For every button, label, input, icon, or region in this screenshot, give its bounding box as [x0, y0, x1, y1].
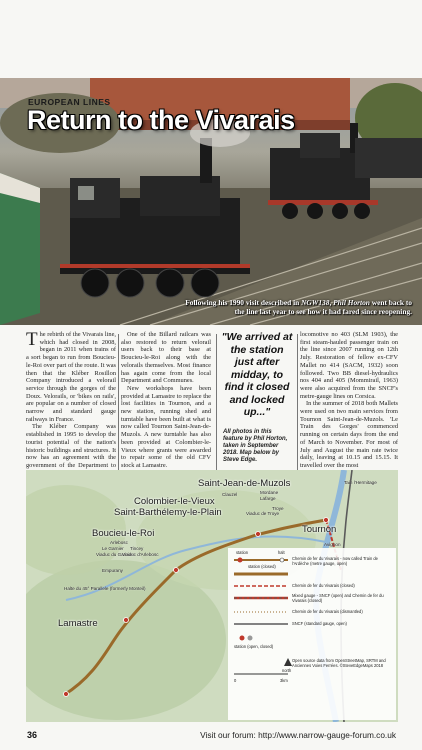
caption-sep: , [329, 298, 334, 307]
map-label-saint-barthelemy-le-plain: Saint-Barthélemy-le-Plain [114, 507, 222, 518]
caption-author: Phil Horton [333, 298, 370, 307]
map-label-small: Avignon [324, 542, 341, 547]
photo-caption [182, 298, 412, 316]
column-divider [297, 334, 298, 472]
article-column-3 [300, 331, 398, 470]
article-column-2 [121, 331, 211, 485]
footer-forum-link[interactable]: Visit our forum: http://www.narrow-gauge-forum.co.uk [200, 730, 396, 740]
map-label-boucieu-le-roi: Boucieu-le-Roi [92, 528, 155, 539]
map-legend [228, 548, 396, 720]
map-label-small: Arlebosc [110, 540, 128, 545]
map-label-tournon: Tournon [302, 524, 337, 535]
legend-item-open: Chemin de fer du Vivarais - now called Train de l'Ardèche (metre gauge, open) [292, 556, 378, 566]
map-label-small: Tain l'Hermitage [344, 480, 377, 485]
legend-item-sncf: SNCF (standard gauge, open) [292, 621, 347, 626]
page-number: 36 [27, 730, 38, 740]
map-label-small: Troye [272, 506, 284, 511]
article-title: Return to the Vivarais [27, 105, 295, 135]
legend-scale-zero: 0 [234, 678, 237, 683]
map-label-small: Clauzel [222, 492, 238, 497]
legend-north: north [282, 668, 292, 673]
caption-prefix: Following his 1990 visit described in [185, 298, 302, 307]
section-kicker: EUROPEAN LINES [28, 97, 111, 107]
article-column-1 [26, 331, 116, 477]
pull-quote-box [221, 331, 293, 465]
legend-symbols [228, 548, 396, 720]
legend-scale-km: 3km [280, 678, 288, 683]
map-label-lamastre: Lamastre [58, 618, 98, 629]
legend-station: station [236, 550, 249, 555]
legend-station-closed: station (closed) [248, 564, 276, 569]
photo-credit: All photos in this feature by Phil Horton, taken in September 2018. Map below by Steve Edge. [223, 428, 288, 464]
map-label-small: Viaduc de Troye [246, 511, 280, 516]
map-label-small: Viaduc du Garnier [96, 552, 133, 557]
drop-cap: T [26, 329, 38, 350]
map-label-small: Viaduc d'Arlebosc [122, 552, 159, 557]
map-label-saint-jean-de-muzols: Saint-Jean-de-Muzols [198, 478, 291, 489]
map-label-small: Lafarge [260, 496, 276, 501]
column-divider [118, 334, 119, 472]
legend-item-dismantled: Chemin de fer du Vivarais (dismantled) [292, 609, 363, 614]
paragraph: The Kléber Company was established in 1995 to develop the tourist potential of the nation's historic buildings and structures. It now has an agreement with the government of the Department to [26, 423, 116, 469]
legend-credit: Open source data from OpenStreetMap, SRTM and Anciennes Voies Ferrées. ©SteveEdgeMaps 2018 [292, 658, 386, 668]
caption-ref: NGW138 [301, 298, 330, 307]
paragraph: In the summer of 2018 both Mallets were used on two main services from Tournon Saint-Jean-de-Muzols. 'Le Train des Gorges' commenced running on certain days from the end of March to November. For most of July and August the main rate twice daily, leaving at 10.15 and 15.15. It travelled over the most [300, 400, 398, 469]
paragraph: One of the Billard railcars was also restored to return velorail users back to their base at Boucieu-le-Roi along with the velorails themselves. Most finance has again come from the local Department and Communes. [121, 331, 211, 385]
legend-item-mixed: Mixed gauge - SNCF (open) and Chemin de fer du Vivarais (closed) [292, 593, 384, 603]
column-divider [216, 334, 217, 472]
map-label-colombier-le-vieux: Colombier-le-Vieux [134, 496, 215, 507]
legend-station-open-closed: station (open, closed) [234, 644, 274, 649]
map-label-small: Le Garnier [102, 546, 124, 551]
map-label-small: Empurany [102, 568, 123, 573]
legend-item-closed: Chemin de fer du Vivarais (closed) [292, 583, 355, 588]
caption-suffix: went back to the line last year to see how it had fared since reopening. [234, 298, 412, 316]
legend-halt: halt [278, 550, 285, 555]
paragraph: New workshops have been provided at Lamastre to replace the lost facilities in Tournon, and a new station, running shed and turntable have been built at what is now called Tournon Saint-Jean-de-Muzols. A new turntable has also been provided at Colombier-le-Vieux where grants were awarded to repair some of the old CFV stock at Lamastre. [121, 384, 211, 469]
map-label-small: Tincey [130, 546, 144, 551]
paragraph-text: he rebirth of the Vivarais line, which had closed in 2008, began in 2011 when trains of a sort began to run from Boucieu-le-Roi over part of the route. It was then that the Kléber Rosillon Company introduced a velorail service through the gorges of the Doux. Velorails, or 'bikes on rails', are popular on a number of closed narrow and standard gauge railways in France. [26, 331, 116, 423]
map-label-small: Halte du 45° Parallele (formerly Monteil) [64, 586, 146, 591]
paragraph [26, 331, 116, 423]
map-label-small: Mordane [260, 490, 279, 495]
pull-quote: "We arrived at the station just after midday, to find it closed and locked up..." [221, 331, 293, 418]
paragraph: locomotive no 403 (SLM 1903), the first steam-hauled passenger train on the line since 2007 running on 12th July. Restoration of fellow ex-CFV Mallet no 414 (SACM, 1932) soon followed. Two BB diesel-hydraulics nos 404 and 405 (Mommirail, 1963) were also acquired from the SNCF's metre-gauge lines on Corsica. [300, 331, 398, 400]
